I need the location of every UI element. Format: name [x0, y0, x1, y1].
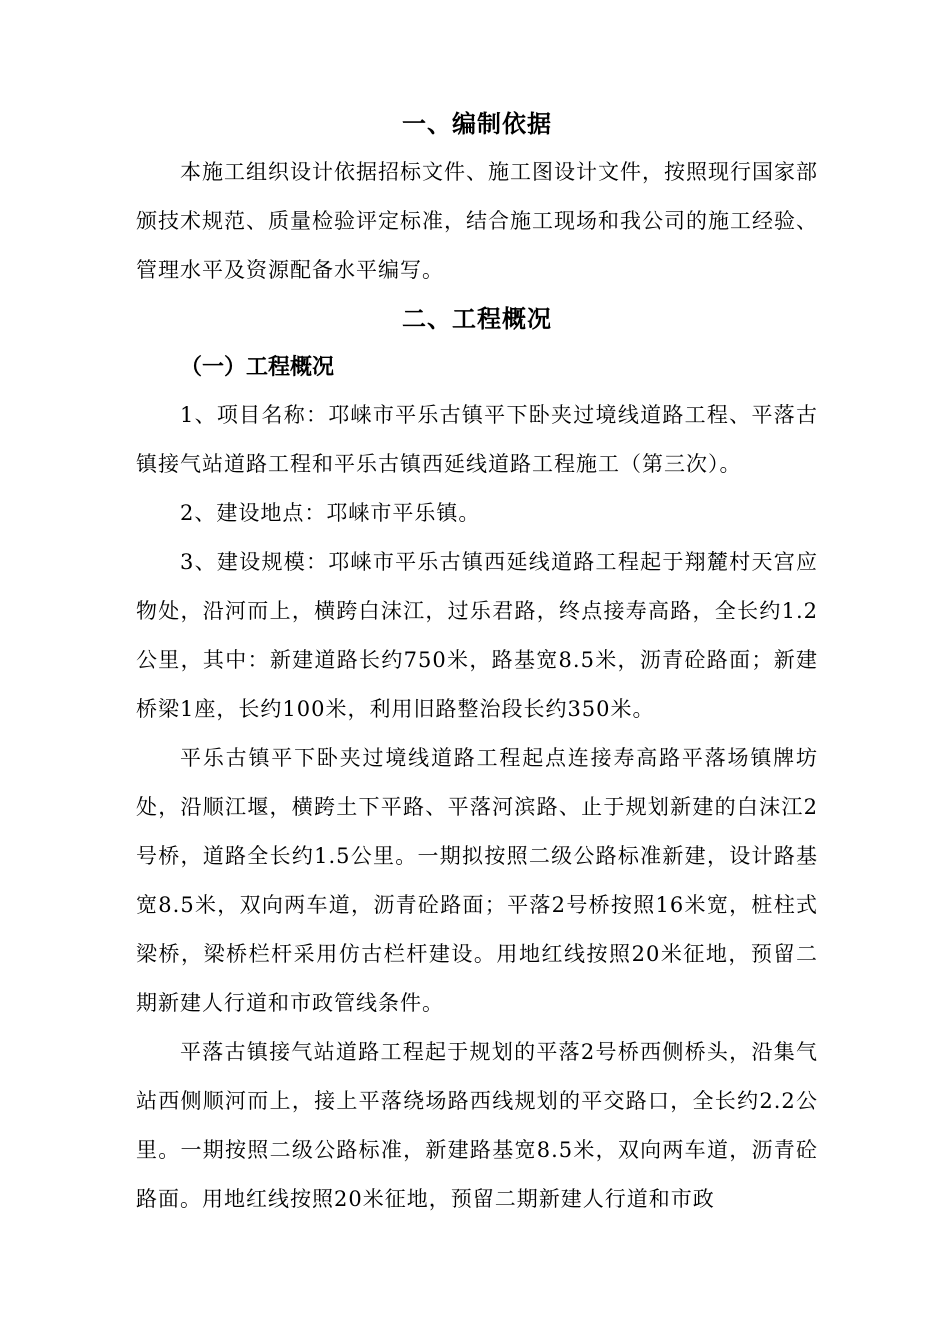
subsection-heading-overview: （一）工程概况 — [180, 354, 335, 380]
paragraph-location: 2、建设地点：邛崃市平乐镇。 — [180, 501, 481, 525]
paragraph-project-name: 1、项目名称：邛崃市平乐古镇平下卧夹过境线道路工程、平落古镇接气站道路工程和平乐古镇西延线道路工程施工（第三次）。 — [136, 403, 818, 476]
paragraph-pingxia-road: 平乐古镇平下卧夹过境线道路工程起点连接寿高路平落场镇牌坊处，沿顺江堰，横跨土下平路、平落河滨路、止于规划新建的白沫江2号桥，道路全长约1.5公里。一期拟按照二级公路标准新建，设计路基宽8.5米，双向两车道，沥青砼路面；平落2号桥按照16米宽，桩柱式梁桥，梁桥栏杆采用仿古栏杆建设。用地红线按照20米征地，预留二期新建人行道和市政管线条件。 — [136, 746, 818, 1015]
section-heading-overview: 二、工程概况 — [402, 304, 552, 333]
section-heading-basis: 一、编制依据 — [402, 109, 552, 138]
document-body — [136, 100, 818, 1224]
paragraph-jieqizhan-road: 平落古镇接气站道路工程起于规划的平落2号桥西侧桥头，沿集气站西侧顺河而上，接上平落绕场路西线规划的平交路口，全长约2.2公里。一期按照二级公路标准，新建路基宽8.5米，双向两车道，沥青砼路面。用地红线按照20米征地，预留二期新建人行道和市政 — [136, 1040, 818, 1211]
paragraph-scale: 3、建设规模：邛崃市平乐古镇西延线道路工程起于翔麓村天宫应物处，沿河而上，横跨白沫江，过乐君路，终点接寿高路，全长约1.2公里，其中：新建道路长约750米，路基宽8.5米，沥青砼路面；新建桥梁1座，长约100米，利用旧路整治段长约350米。 — [136, 550, 818, 721]
paragraph-basis: 本施工组织设计依据招标文件、施工图设计文件，按照现行国家部颁技术规范、质量检验评定标准，结合施工现场和我公司的施工经验、管理水平及资源配备水平编写。 — [136, 160, 818, 282]
